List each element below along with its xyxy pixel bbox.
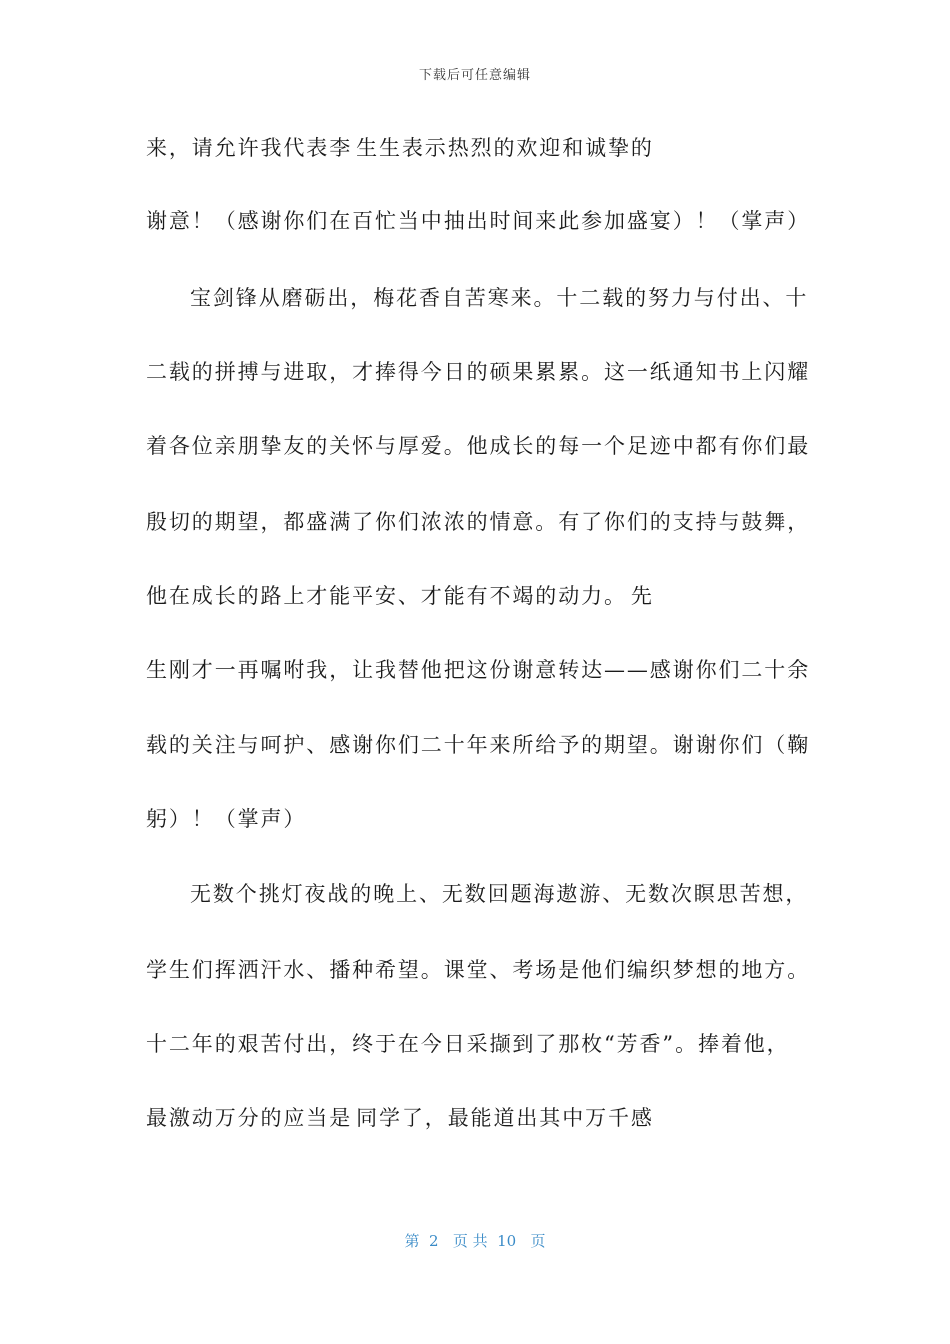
text-line [146,134,810,162]
text-line [146,1104,810,1132]
text-line: 躬）！（掌声） [146,807,307,831]
text-line: 学生们挥洒汗水、播种希望。课堂、考场是他们编织梦想的地方。 [146,958,811,982]
text-segment: 最激动万分的应当是 [146,1106,353,1130]
text-line: 殷切的期望，都盛满了你们浓浓的情意。有了你们的支持与鼓舞， [146,510,811,534]
text-segment: 同学了，最能道出其中万千感 [356,1106,654,1130]
text-line [146,582,810,610]
text-segment: 来，请允许我代表李 [146,136,353,160]
text-line: 谢意！（感谢你们在百忙当中抽出时间来此参加盛宴）！（掌声） [146,209,811,233]
paragraph-first-line: 无数个挑灯夜战的晚上、无数回题海遨游、无数次瞑思苦想， [190,882,809,906]
text-line: 着各位亲朋挚友的关怀与厚爱。他成长的每一个足迹中都有你们最 [146,434,811,458]
paragraph-first-line: 宝剑锋从磨砺出，梅花香自苦寒来。十二载的努力与付出、十 [190,286,809,310]
text-segment: 先 [630,584,654,608]
text-line: 十二年的艰苦付出，终于在今日采撷到了那枚“芳香”。捧着他， [146,1032,790,1056]
text-segment: 他在成长的路上才能平安、才能有不竭的动力。 [146,584,627,608]
text-segment: 生生表示热烈的欢迎和诚挚的 [356,136,654,160]
text-line: 二载的拼搏与进取，才捧得今日的硕果累累。这一纸通知书上闪耀 [146,360,811,384]
page-number-footer: 第 2 页 共 10 页 [404,1232,546,1250]
text-line: 生刚才一再嘱咐我，让我替他把这份谢意转达——感谢你们二十余 [146,658,811,682]
text-line: 载的关注与呵护、感谢你们二十年来所给予的期望。谢谢你们（鞠 [146,733,811,757]
page-header: 下载后可任意编辑 [418,68,531,83]
